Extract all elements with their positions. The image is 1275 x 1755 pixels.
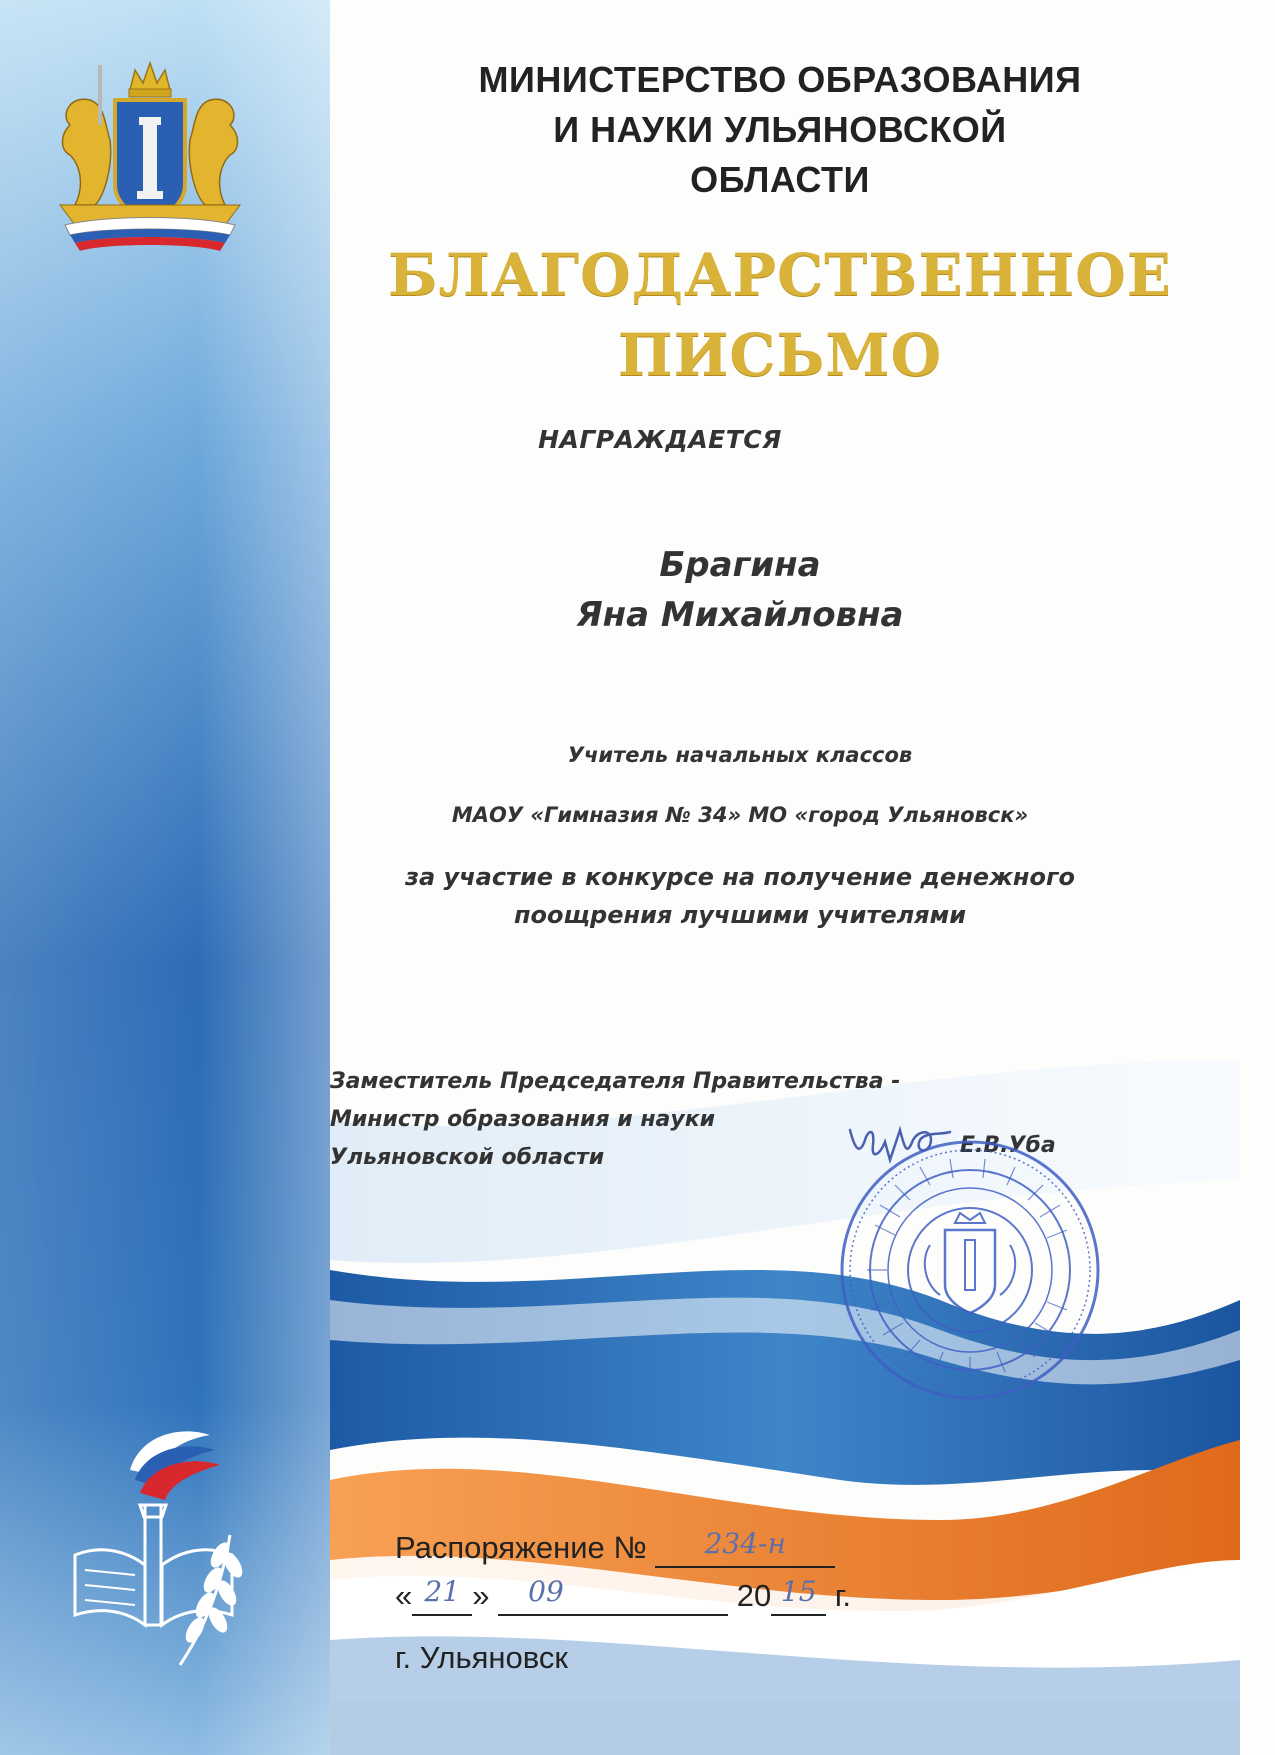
- recipient-given-names: Яна Михайловна: [576, 595, 904, 635]
- recipient-school: МАОУ «Гимназия № 34» МО «город Ульяновск»: [451, 803, 1029, 827]
- recipient-name: [440, 540, 1040, 640]
- title-line-2: ПИСЬМО: [617, 321, 943, 389]
- order-label: Распоряжение №: [395, 1530, 647, 1565]
- document-title: [360, 235, 1200, 395]
- ministry-line-2: И НАУКИ УЛЬЯНОВСКОЙ: [553, 109, 1007, 150]
- order-month: 09: [528, 1575, 564, 1608]
- reason-line-1: за участие в конкурсе на получение денежного: [405, 863, 1075, 891]
- close-quote: »: [472, 1578, 490, 1613]
- official-stamp: [835, 1135, 1105, 1405]
- award-reason: [360, 858, 1120, 934]
- recipient-surname: Брагина: [659, 545, 821, 585]
- order-year-unit: г.: [834, 1578, 851, 1613]
- ministry-line-1: МИНИСТЕРСТВО ОБРАЗОВАНИЯ: [478, 59, 1082, 100]
- signatory-name: Е.В.Уба: [960, 1133, 1056, 1158]
- order-number-line: [395, 1528, 1015, 1576]
- reason-line-2: поощрения лучшими учителями: [513, 901, 967, 929]
- signatory-role-line-1: Заместитель Председателя Правительства -: [330, 1069, 901, 1094]
- ministry-line-3: ОБЛАСТИ: [690, 159, 870, 200]
- education-emblem: [70, 1425, 280, 1675]
- order-number: 234-н: [704, 1527, 786, 1560]
- title-line-1: БЛАГОДАРСТВЕННОЕ: [388, 241, 1172, 309]
- order-year-field: [771, 1575, 826, 1616]
- signatory-role-line-2: Министр образования и науки: [330, 1107, 716, 1132]
- order-day: 21: [424, 1575, 461, 1608]
- awarded-label: НАГРАЖДАЕТСЯ: [538, 425, 782, 454]
- order-date-line: [395, 1576, 1015, 1624]
- order-year-suffix: 15: [780, 1575, 817, 1608]
- order-day-field: [412, 1575, 472, 1616]
- ministry-header: [400, 55, 1160, 205]
- signatory-role-line-3: Ульяновской области: [330, 1145, 605, 1170]
- coat-of-arms-emblem: [45, 55, 255, 260]
- recipient-position: Учитель начальных классов: [567, 743, 913, 767]
- order-block: [395, 1528, 1015, 1686]
- order-city: г. Ульяновск: [395, 1640, 568, 1675]
- order-number-field: [655, 1527, 835, 1568]
- order-year-prefix: 20: [736, 1578, 772, 1613]
- open-quote: «: [395, 1578, 413, 1613]
- order-month-field: [498, 1575, 728, 1616]
- order-city-line: [395, 1638, 1015, 1686]
